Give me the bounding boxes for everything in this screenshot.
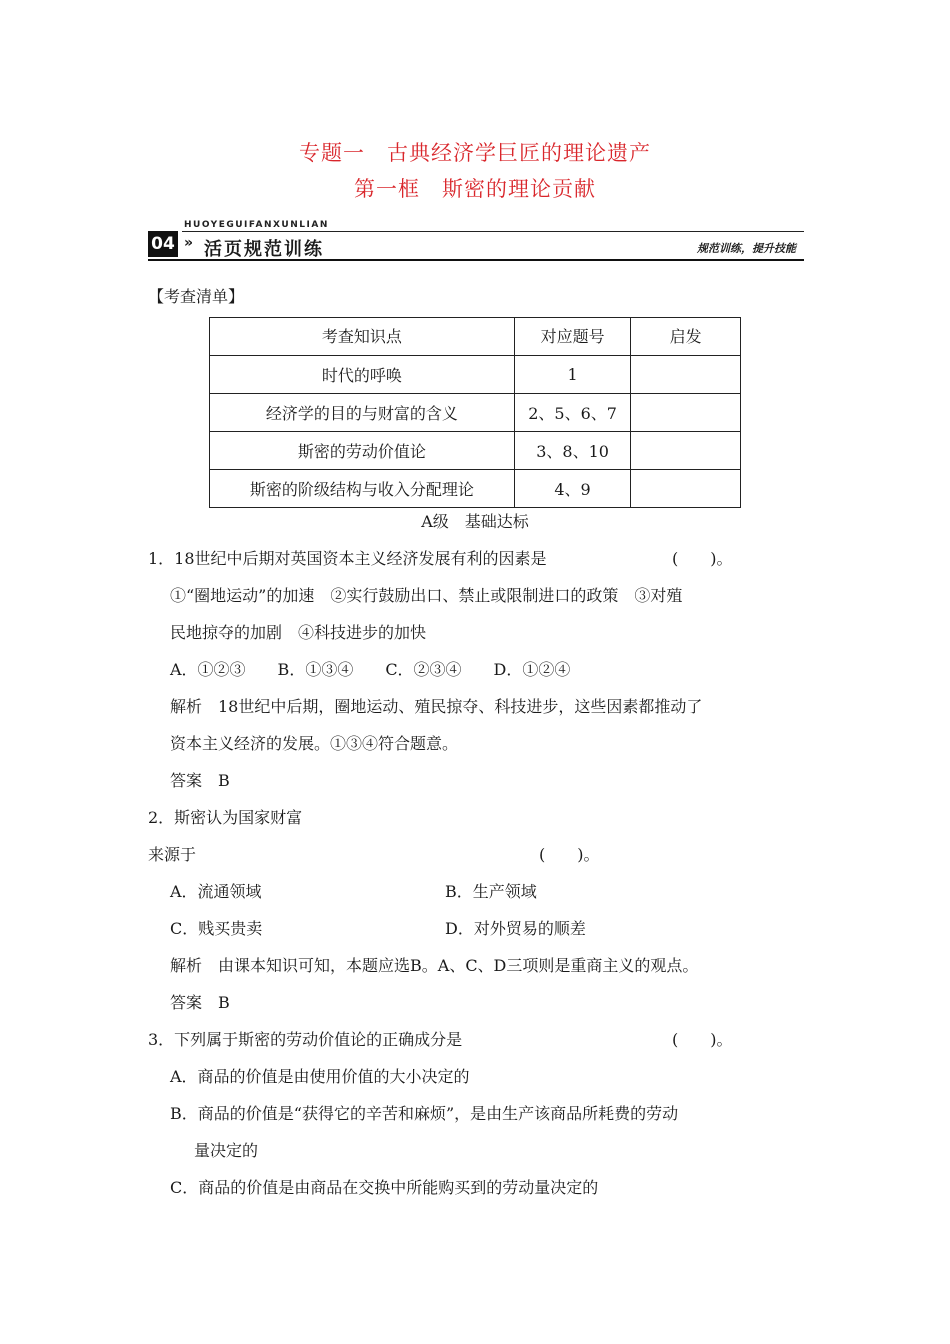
- question-1-answer: 答案 B: [170, 771, 230, 790]
- table-cell: 斯密的劳动价值论: [210, 432, 515, 470]
- table-cell: [631, 432, 741, 470]
- table-cell: [631, 356, 741, 394]
- table-cell: 经济学的目的与财富的含义: [210, 394, 515, 432]
- banner-top-rule: [182, 231, 804, 232]
- question-2-stem: 来源于: [148, 845, 197, 864]
- checklist-heading: 【考查清单】: [148, 287, 245, 306]
- question-1-paren: ( )。: [672, 549, 733, 568]
- section-banner: [148, 220, 804, 262]
- question-2-answer: 答案 B: [170, 993, 230, 1012]
- question-2-analysis: 解析 由课本知识可知，本题应选B。A、C、D三项则是重商主义的观点。: [170, 956, 699, 975]
- table-row: [210, 394, 741, 432]
- table-cell: [631, 394, 741, 432]
- question-1-analysis: 资本主义经济的发展。①③④符合题意。: [170, 734, 459, 753]
- question-3-option-b: B．商品的价值是“获得它的辛苦和麻烦”，是由生产该商品所耗费的劳动: [170, 1104, 679, 1123]
- banner-slogan: 规范训练，提升技能: [697, 242, 796, 255]
- table-cell: 时代的呼唤: [210, 356, 515, 394]
- banner-code: 04: [148, 231, 178, 257]
- question-3-option-c: C．商品的价值是由商品在交换中所能购买到的劳动量决定的: [170, 1178, 599, 1197]
- banner-bottom-rule: [148, 259, 804, 261]
- level-heading: A级 基础达标: [421, 512, 529, 531]
- question-1-analysis: 解析 18世纪中后期，圈地运动、殖民掠夺、科技进步，这些因素都推动了: [170, 697, 703, 716]
- question-3-option-a: A．商品的价值是由使用价值的大小决定的: [170, 1067, 470, 1086]
- table-cell: 2、5、6、7: [514, 394, 631, 432]
- banner-arrow-icon: »: [184, 235, 194, 251]
- checklist-table: [209, 317, 741, 508]
- question-2-option-b: B．生产领域: [445, 882, 537, 901]
- document-subtitle: 第一框 斯密的理论贡献: [354, 177, 596, 201]
- question-2-option-a: A．流通领域: [170, 882, 262, 901]
- table-header-row: [210, 318, 741, 356]
- question-1-items: ①“圈地运动”的加速 ②实行鼓励出口、禁止或限制进口的政策 ③对殖: [170, 586, 683, 605]
- column-header: 考查知识点: [210, 318, 515, 356]
- table-cell: 4、9: [514, 470, 631, 508]
- table-row: [210, 432, 741, 470]
- question-1-options: A．①②③ B．①③④ C．②③④ D．①②④: [170, 660, 571, 679]
- question-3-paren: ( )。: [672, 1030, 733, 1049]
- table-cell: [631, 470, 741, 508]
- question-2-paren: ( )。: [539, 845, 600, 864]
- question-1-items: 民地掠夺的加剧 ④科技进步的加快: [170, 623, 427, 642]
- question-2-stem: 2．斯密认为国家财富: [148, 808, 303, 827]
- table-row: [210, 470, 741, 508]
- question-2-option-c: C．贱买贵卖: [170, 919, 263, 938]
- table-row: [210, 356, 741, 394]
- question-3-option-b: 量决定的: [194, 1141, 259, 1160]
- banner-pinyin: HUOYEGUIFANXUNLIAN: [184, 220, 329, 230]
- question-1-stem: 1．18世纪中后期对英国资本主义经济发展有利的因素是: [148, 549, 547, 568]
- column-header: 对应题号: [514, 318, 631, 356]
- column-header: 启发: [631, 318, 741, 356]
- banner-name: 活页规范训练: [204, 239, 324, 260]
- question-2-option-d: D．对外贸易的顺差: [445, 919, 586, 938]
- table-cell: 1: [514, 356, 631, 394]
- table-cell: 3、8、10: [514, 432, 631, 470]
- table-cell: 斯密的阶级结构与收入分配理论: [210, 470, 515, 508]
- question-3-stem: 3．下列属于斯密的劳动价值论的正确成分是: [148, 1030, 463, 1049]
- document-title: 专题一 古典经济学巨匠的理论遗产: [299, 141, 651, 165]
